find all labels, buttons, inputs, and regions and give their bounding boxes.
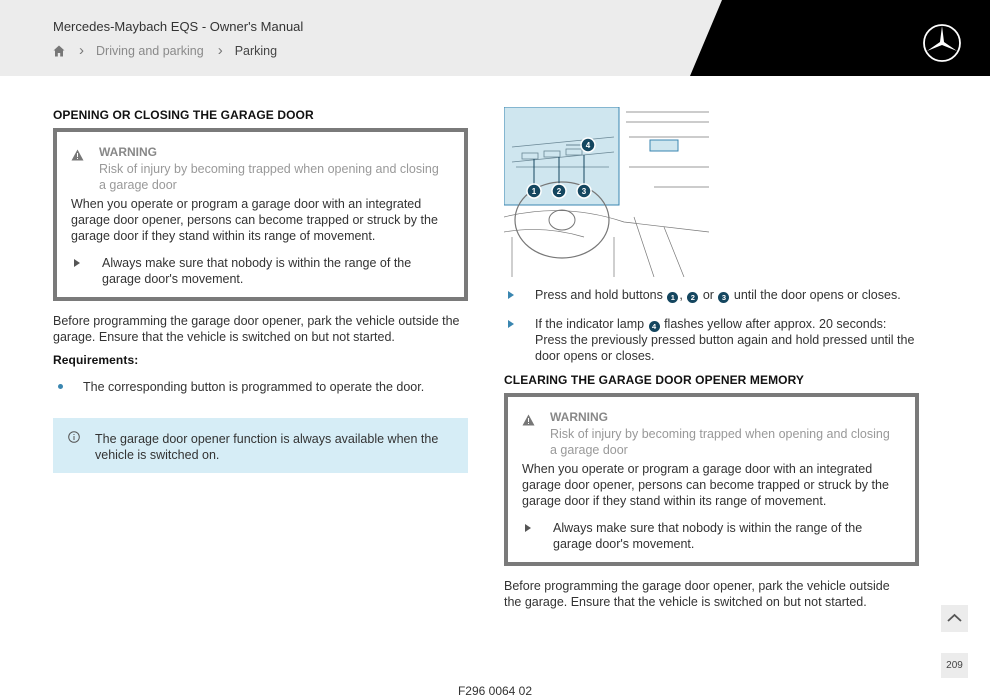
garage-opener-illustration: [504, 107, 711, 277]
doc-title: Mercedes-Maybach EQS - Owner's Manual: [53, 19, 304, 34]
warning-triangle-icon: [71, 149, 84, 161]
breadcrumb: [53, 42, 277, 59]
step-1-text-c: or: [702, 288, 714, 302]
callout-2-label: 2: [556, 187, 562, 196]
step-1-text-b: ,: [679, 288, 683, 302]
warning-body: When you operate or program a garage door with an integrated garage door opener, persons can become trapped or struck by the garage door if they stand within its range of movement.: [71, 197, 438, 243]
bullet-dot-icon: [58, 384, 63, 389]
info-icon: [68, 431, 80, 443]
chevron-right-icon: ›: [217, 42, 223, 59]
callout-2-icon: 2: [687, 292, 698, 303]
warning-title: WARNING: [99, 145, 157, 159]
arrow-bullet-icon: [74, 259, 80, 267]
callout-3-label: 3: [581, 187, 587, 196]
warning-body: When you operate or program a garage door with an integrated garage door opener, persons can become trapped or struck by the garage door if they stand within its range of movement.: [522, 462, 889, 508]
step-1-text-d: until the door opens or closes.: [733, 288, 901, 302]
intro-paragraph: Before programming the garage door opener, park the vehicle outside the garage. Ensure that the vehicle is switched on but not started.: [53, 314, 460, 344]
step-2: [535, 316, 915, 364]
warning-action: Always make sure that nobody is within the range of the garage door's movement.: [553, 521, 863, 551]
arrow-bullet-icon: [508, 291, 514, 299]
requirements-label: Requirements:: [53, 353, 139, 367]
info-box: [53, 418, 468, 473]
warning-box: [53, 128, 468, 301]
arrow-bullet-icon: [508, 320, 514, 328]
step-1-text-a: Press and hold buttons: [535, 288, 663, 302]
section-heading-clearing: CLEARING THE GARAGE DOOR OPENER MEMORY: [504, 373, 805, 387]
arrow-bullet-icon: [525, 524, 531, 532]
footer-code: F296 0064 02: [457, 684, 533, 698]
step-1: [535, 287, 915, 303]
callout-1-icon: 1: [667, 292, 678, 303]
page-number-button[interactable]: 209: [941, 653, 968, 678]
chevron-up-icon: [941, 605, 968, 632]
callout-4-label: 4: [585, 141, 591, 150]
step-2-text-a: If the indicator lamp: [535, 317, 645, 331]
callout-3-icon: 3: [718, 292, 729, 303]
intro-paragraph-2: Before programming the garage door opener, park the vehicle outside the garage. Ensure that the vehicle is switched on but not started.: [504, 579, 890, 609]
section-heading-opening: OPENING OR CLOSING THE GARAGE DOOR: [53, 108, 314, 122]
header-bar: [0, 0, 990, 76]
step-2-text-b: flashes yellow after approx. 20 seconds: Press the previously pressed button again and hold pressed until the door opens or closes.: [535, 317, 915, 363]
requirement-item: The corresponding button is programmed to operate the door.: [83, 380, 425, 394]
warning-subtitle: Risk of injury by becoming trapped when opening and closing a garage door: [99, 162, 439, 192]
warning-subtitle: Risk of injury by becoming trapped when opening and closing a garage door: [550, 427, 890, 457]
callout-4-icon: 4: [649, 321, 660, 332]
warning-action: Always make sure that nobody is within the range of the garage door's movement.: [102, 256, 412, 286]
warning-title: WARNING: [550, 410, 608, 424]
breadcrumb-item-current: Parking: [234, 43, 278, 58]
scroll-to-top-button[interactable]: [941, 605, 968, 632]
info-text: The garage door opener function is always available when the vehicle is switched on.: [95, 432, 439, 462]
breadcrumb-item-driving[interactable]: Driving and parking: [96, 43, 204, 58]
warning-box: [504, 393, 919, 566]
home-icon[interactable]: [53, 45, 65, 57]
chevron-right-icon: ›: [79, 42, 84, 59]
callout-1-label: 1: [531, 187, 537, 196]
warning-triangle-icon: [522, 414, 535, 426]
mercedes-star-logo[interactable]: [922, 23, 962, 63]
